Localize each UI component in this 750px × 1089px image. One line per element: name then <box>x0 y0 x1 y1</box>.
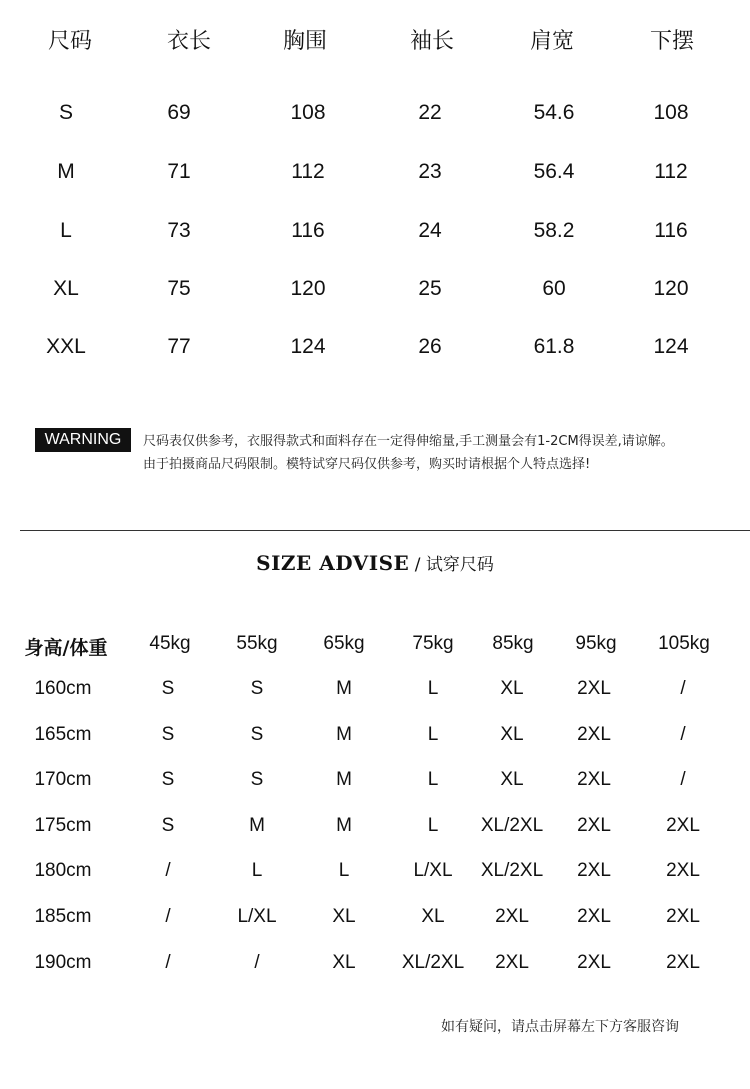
size-label: XXL <box>46 335 86 358</box>
height-label: 175cm <box>34 815 92 836</box>
size-value: 120 <box>290 277 326 300</box>
size-recommendation: 2XL <box>666 860 700 881</box>
size-recommendation: 2XL <box>577 906 611 927</box>
size-recommendation: XL <box>332 906 356 927</box>
size-recommendation: 2XL <box>495 906 529 927</box>
advise-header: 身高/体重 <box>24 637 108 659</box>
advise-header: 85kg <box>492 633 534 654</box>
size-recommendation: S <box>161 769 175 790</box>
size-value: 124 <box>653 335 689 358</box>
section-divider <box>20 530 750 531</box>
advise-header: 45kg <box>149 633 191 654</box>
size-recommendation: 2XL <box>577 815 611 836</box>
size-value: 69 <box>167 101 191 124</box>
size-recommendation: / <box>165 860 171 881</box>
size-label: M <box>57 160 75 183</box>
size-recommendation: L <box>427 724 439 745</box>
size-recommendation: / <box>254 952 260 973</box>
advise-header: 65kg <box>323 633 365 654</box>
footer-note: 如有疑问，请点击屏幕左下方客服咨询 <box>441 1019 679 1035</box>
size-recommendation: 2XL <box>666 815 700 836</box>
size-recommendation: L <box>338 860 350 881</box>
size-advise-title-cn: / 试穿尺码 <box>409 555 494 575</box>
advise-header: 95kg <box>575 633 617 654</box>
size-chart-header: 袖长 <box>409 29 455 54</box>
advise-header: 75kg <box>412 633 454 654</box>
size-chart-header: 衣长 <box>166 29 212 54</box>
size-recommendation: S <box>250 678 264 699</box>
size-value: 112 <box>291 160 325 183</box>
advise-header: 55kg <box>236 633 278 654</box>
size-label: L <box>60 219 72 242</box>
size-value: 108 <box>653 101 689 124</box>
size-chart-header: 胸围 <box>282 29 328 54</box>
size-recommendation: 2XL <box>666 952 700 973</box>
size-recommendation: 2XL <box>577 769 611 790</box>
size-value: 22 <box>418 101 442 124</box>
size-recommendation: M <box>336 769 352 790</box>
size-recommendation: / <box>680 678 686 699</box>
size-value: 71 <box>167 160 191 183</box>
size-chart-header: 下摆 <box>649 29 695 54</box>
size-recommendation: S <box>250 769 264 790</box>
size-value: 56.4 <box>533 160 575 183</box>
size-recommendation: XL <box>500 724 524 745</box>
size-value: 120 <box>653 277 689 300</box>
size-chart-header: 肩宽 <box>529 29 575 54</box>
size-recommendation: XL/2XL <box>401 952 465 973</box>
size-recommendation: L <box>251 860 263 881</box>
size-recommendation: S <box>161 678 175 699</box>
size-recommendation: / <box>165 906 171 927</box>
size-value: 54.6 <box>533 101 575 124</box>
size-value: 58.2 <box>533 219 575 242</box>
size-recommendation: XL <box>421 906 445 927</box>
size-label: S <box>58 101 74 124</box>
size-recommendation: / <box>680 724 686 745</box>
height-label: 165cm <box>34 724 92 745</box>
size-label: XL <box>53 277 79 300</box>
size-value: 24 <box>418 219 442 242</box>
size-advise-title <box>0 550 750 576</box>
size-value: 112 <box>654 160 688 183</box>
size-value: 124 <box>290 335 326 358</box>
size-advise-title-en: SIZE ADVISE <box>256 551 410 575</box>
size-value: 116 <box>291 219 325 242</box>
size-recommendation: XL/2XL <box>480 860 544 881</box>
height-label: 170cm <box>34 769 92 790</box>
size-recommendation: M <box>249 815 265 836</box>
size-recommendation: 2XL <box>495 952 529 973</box>
size-recommendation: XL <box>500 678 524 699</box>
size-recommendation: M <box>336 678 352 699</box>
size-value: 75 <box>167 277 191 300</box>
size-recommendation: XL <box>332 952 356 973</box>
size-chart-header: 尺码 <box>47 29 93 54</box>
size-recommendation: S <box>250 724 264 745</box>
size-value: 26 <box>418 335 442 358</box>
size-value: 23 <box>418 160 442 183</box>
size-recommendation: XL <box>500 769 524 790</box>
size-recommendation: 2XL <box>577 678 611 699</box>
height-label: 180cm <box>34 860 92 881</box>
size-recommendation: L/XL <box>413 860 453 881</box>
size-recommendation: XL/2XL <box>480 815 544 836</box>
size-recommendation: 2XL <box>666 906 700 927</box>
height-label: 160cm <box>34 678 92 699</box>
size-value: 108 <box>290 101 326 124</box>
size-value: 77 <box>167 335 191 358</box>
size-recommendation: L/XL <box>237 906 277 927</box>
size-recommendation: S <box>161 815 175 836</box>
height-label: 190cm <box>34 952 92 973</box>
size-recommendation: 2XL <box>577 952 611 973</box>
warning-line-2: 由于拍摄商品尺码限制。模特试穿尺码仅供参考，购买时请根据个人特点选择! <box>143 457 591 472</box>
size-recommendation: M <box>336 815 352 836</box>
size-recommendation: 2XL <box>577 860 611 881</box>
size-value: 60 <box>542 277 566 300</box>
warning-line-1: 尺码表仅供参考，衣服得款式和面料存在一定得伸缩量,手工测量会有1-2CM得误差,请谅解。 <box>143 434 674 449</box>
height-label: 185cm <box>34 906 92 927</box>
size-recommendation: / <box>680 769 686 790</box>
size-recommendation: 2XL <box>577 724 611 745</box>
size-recommendation: L <box>427 815 439 836</box>
size-value: 61.8 <box>533 335 575 358</box>
size-recommendation: M <box>336 724 352 745</box>
size-recommendation: S <box>161 724 175 745</box>
size-recommendation: L <box>427 678 439 699</box>
size-value: 116 <box>654 219 688 242</box>
advise-header: 105kg <box>658 633 710 654</box>
size-value: 25 <box>418 277 442 300</box>
size-value: 73 <box>167 219 191 242</box>
warning-badge: WARNING <box>35 428 131 452</box>
size-recommendation: / <box>165 952 171 973</box>
size-recommendation: L <box>427 769 439 790</box>
